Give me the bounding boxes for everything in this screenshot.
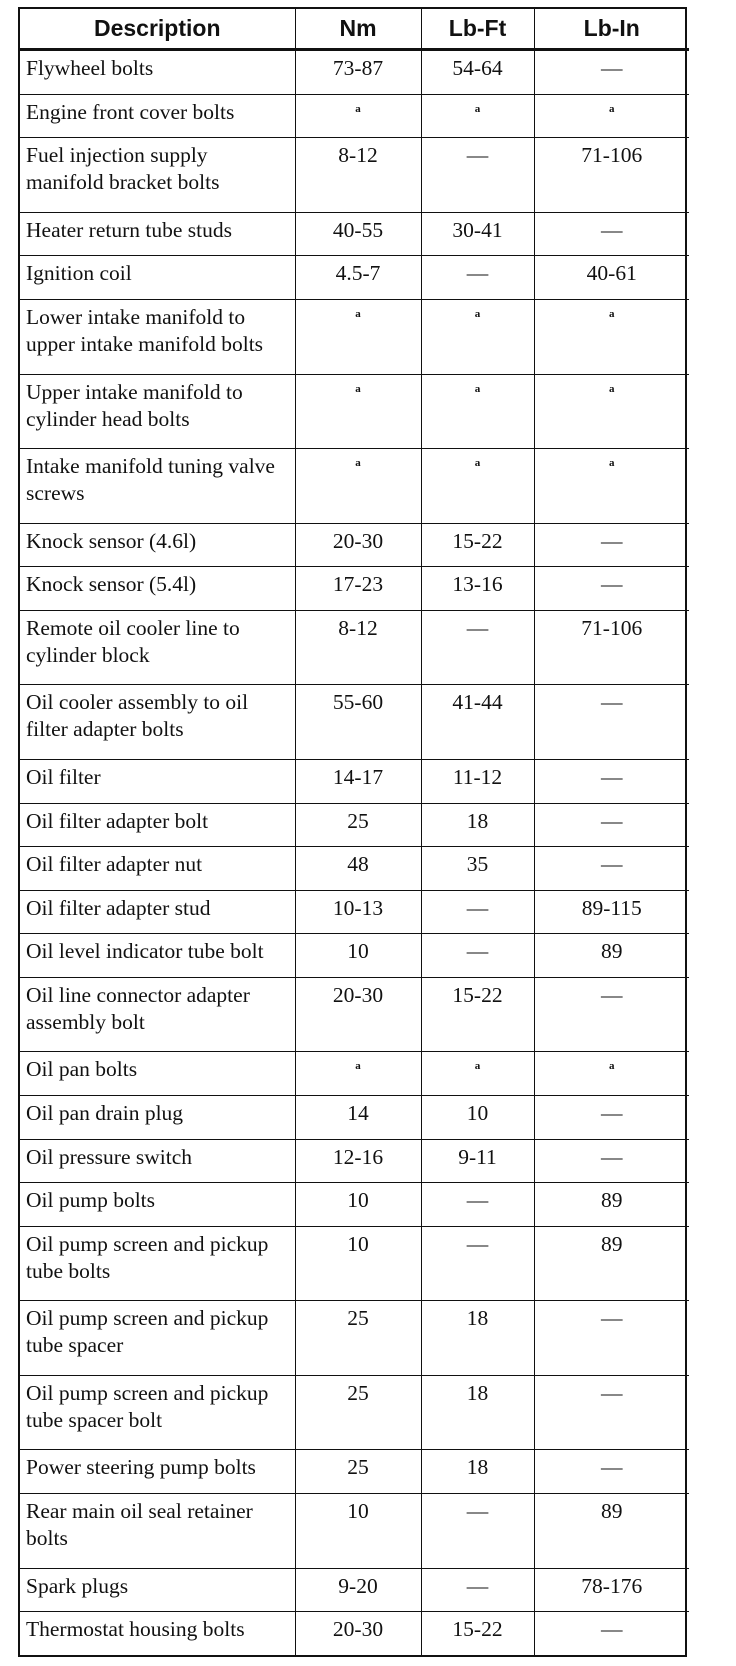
- cell-lb-in: —: [534, 760, 689, 804]
- cell-nm: a: [295, 300, 421, 375]
- cell-lb-ft: a: [421, 1052, 534, 1096]
- table-row: [20, 890, 689, 934]
- table-row: [20, 50, 689, 95]
- table-row: [20, 760, 689, 804]
- cell-lb-in: a: [534, 449, 689, 524]
- cell-description: Oil pump screen and pickup tube spacer bolt: [20, 1375, 295, 1450]
- cell-nm: 4.5-7: [295, 256, 421, 300]
- cell-description: Upper intake manifold to cylinder head bolts: [20, 374, 295, 449]
- cell-lb-in: 89: [534, 1226, 689, 1301]
- cell-lb-in: a: [534, 300, 689, 375]
- cell-description: Oil level indicator tube bolt: [20, 934, 295, 978]
- cell-description: Knock sensor (4.6l): [20, 523, 295, 567]
- cell-lb-ft: —: [421, 1568, 534, 1612]
- cell-lb-ft: 18: [421, 1375, 534, 1450]
- cell-description: Oil pan bolts: [20, 1052, 295, 1096]
- cell-nm: 25: [295, 1450, 421, 1494]
- table-row: [20, 300, 689, 375]
- table-row: [20, 1139, 689, 1183]
- torque-spec-table-frame: [18, 7, 687, 1657]
- cell-lb-ft: 54-64: [421, 50, 534, 95]
- cell-description: Oil pump bolts: [20, 1183, 295, 1227]
- cell-lb-ft: —: [421, 138, 534, 213]
- table-row: [20, 138, 689, 213]
- cell-lb-ft: 10: [421, 1096, 534, 1140]
- table-row: [20, 1568, 689, 1612]
- cell-lb-in: —: [534, 1612, 689, 1655]
- cell-lb-in: —: [534, 523, 689, 567]
- cell-nm: 20-30: [295, 1612, 421, 1655]
- cell-lb-ft: 30-41: [421, 212, 534, 256]
- cell-description: Intake manifold tuning valve screws: [20, 449, 295, 524]
- cell-nm: 25: [295, 1375, 421, 1450]
- cell-nm: 40-55: [295, 212, 421, 256]
- cell-description: Oil filter adapter stud: [20, 890, 295, 934]
- cell-lb-ft: a: [421, 449, 534, 524]
- cell-lb-in: —: [534, 1096, 689, 1140]
- cell-lb-ft: 18: [421, 803, 534, 847]
- cell-lb-ft: 15-22: [421, 1612, 534, 1655]
- header-row: [20, 9, 689, 50]
- cell-lb-in: —: [534, 977, 689, 1052]
- table-row: [20, 1052, 689, 1096]
- table-row: [20, 977, 689, 1052]
- cell-description: Spark plugs: [20, 1568, 295, 1612]
- header-lb-ft: Lb-Ft: [421, 9, 534, 50]
- cell-description: Oil cooler assembly to oil filter adapter bolts: [20, 685, 295, 760]
- cell-lb-ft: 13-16: [421, 567, 534, 611]
- cell-lb-in: a: [534, 374, 689, 449]
- cell-lb-in: —: [534, 1301, 689, 1376]
- cell-description: Oil line connector adapter assembly bolt: [20, 977, 295, 1052]
- table-row: [20, 374, 689, 449]
- cell-lb-ft: 15-22: [421, 523, 534, 567]
- cell-lb-in: 89: [534, 1494, 689, 1569]
- cell-nm: 25: [295, 803, 421, 847]
- cell-lb-ft: —: [421, 610, 534, 685]
- cell-lb-ft: —: [421, 934, 534, 978]
- cell-lb-in: a: [534, 94, 689, 138]
- cell-description: Oil filter adapter nut: [20, 847, 295, 891]
- table-row: [20, 449, 689, 524]
- cell-lb-in: 78-176: [534, 1568, 689, 1612]
- cell-nm: 20-30: [295, 977, 421, 1052]
- cell-nm: 12-16: [295, 1139, 421, 1183]
- header-lb-in: Lb-In: [534, 9, 689, 50]
- cell-description: Knock sensor (5.4l): [20, 567, 295, 611]
- table-row: [20, 1183, 689, 1227]
- table-row: [20, 256, 689, 300]
- cell-description: Heater return tube studs: [20, 212, 295, 256]
- cell-lb-ft: 18: [421, 1450, 534, 1494]
- cell-nm: 10: [295, 1226, 421, 1301]
- cell-lb-in: 89: [534, 1183, 689, 1227]
- table-row: [20, 212, 689, 256]
- table-row: [20, 1301, 689, 1376]
- table-row: [20, 685, 689, 760]
- cell-nm: 8-12: [295, 610, 421, 685]
- table-row: [20, 610, 689, 685]
- cell-nm: 25: [295, 1301, 421, 1376]
- cell-description: Oil filter adapter bolt: [20, 803, 295, 847]
- table-row: [20, 1096, 689, 1140]
- cell-lb-ft: a: [421, 94, 534, 138]
- cell-nm: 55-60: [295, 685, 421, 760]
- cell-description: Ignition coil: [20, 256, 295, 300]
- cell-lb-in: —: [534, 212, 689, 256]
- cell-description: Oil pressure switch: [20, 1139, 295, 1183]
- table-row: [20, 1375, 689, 1450]
- cell-description: Oil filter: [20, 760, 295, 804]
- cell-nm: a: [295, 374, 421, 449]
- cell-nm: a: [295, 449, 421, 524]
- cell-description: Fuel injection supply manifold bracket bolts: [20, 138, 295, 213]
- table-row: [20, 523, 689, 567]
- cell-description: Engine front cover bolts: [20, 94, 295, 138]
- cell-nm: 17-23: [295, 567, 421, 611]
- cell-lb-in: —: [534, 847, 689, 891]
- header-description: Description: [20, 9, 295, 50]
- torque-spec-table: [20, 9, 689, 1655]
- cell-description: Lower intake manifold to upper intake manifold bolts: [20, 300, 295, 375]
- cell-nm: 10: [295, 1494, 421, 1569]
- cell-nm: 14-17: [295, 760, 421, 804]
- cell-lb-in: 71-106: [534, 138, 689, 213]
- cell-lb-in: —: [534, 1375, 689, 1450]
- cell-nm: 10: [295, 1183, 421, 1227]
- cell-lb-ft: —: [421, 1494, 534, 1569]
- table-row: [20, 1612, 689, 1655]
- cell-lb-ft: 35: [421, 847, 534, 891]
- cell-lb-ft: a: [421, 300, 534, 375]
- cell-nm: a: [295, 94, 421, 138]
- cell-description: Remote oil cooler line to cylinder block: [20, 610, 295, 685]
- cell-description: Oil pan drain plug: [20, 1096, 295, 1140]
- table-row: [20, 1226, 689, 1301]
- cell-description: Oil pump screen and pickup tube spacer: [20, 1301, 295, 1376]
- cell-description: Flywheel bolts: [20, 50, 295, 95]
- cell-lb-ft: —: [421, 1183, 534, 1227]
- cell-lb-ft: 11-12: [421, 760, 534, 804]
- cell-nm: 10-13: [295, 890, 421, 934]
- cell-lb-ft: —: [421, 1226, 534, 1301]
- cell-lb-ft: —: [421, 256, 534, 300]
- cell-lb-ft: 18: [421, 1301, 534, 1376]
- cell-nm: 10: [295, 934, 421, 978]
- cell-lb-in: 40-61: [534, 256, 689, 300]
- table-row: [20, 847, 689, 891]
- cell-lb-in: —: [534, 567, 689, 611]
- cell-nm: 8-12: [295, 138, 421, 213]
- cell-lb-in: —: [534, 803, 689, 847]
- cell-lb-in: —: [534, 50, 689, 95]
- cell-description: Thermostat housing bolts: [20, 1612, 295, 1655]
- cell-lb-in: 89-115: [534, 890, 689, 934]
- cell-nm: 73-87: [295, 50, 421, 95]
- cell-lb-in: 89: [534, 934, 689, 978]
- cell-lb-ft: 15-22: [421, 977, 534, 1052]
- cell-nm: 9-20: [295, 1568, 421, 1612]
- cell-description: Power steering pump bolts: [20, 1450, 295, 1494]
- cell-lb-in: 71-106: [534, 610, 689, 685]
- cell-nm: 48: [295, 847, 421, 891]
- table-row: [20, 94, 689, 138]
- cell-nm: 14: [295, 1096, 421, 1140]
- cell-description: Rear main oil seal retainer bolts: [20, 1494, 295, 1569]
- cell-lb-in: a: [534, 1052, 689, 1096]
- cell-lb-ft: —: [421, 890, 534, 934]
- cell-lb-in: —: [534, 1139, 689, 1183]
- table-row: [20, 1450, 689, 1494]
- cell-description: Oil pump screen and pickup tube bolts: [20, 1226, 295, 1301]
- cell-nm: a: [295, 1052, 421, 1096]
- cell-lb-in: —: [534, 1450, 689, 1494]
- table-row: [20, 934, 689, 978]
- cell-lb-ft: 9-11: [421, 1139, 534, 1183]
- table-row: [20, 1494, 689, 1569]
- table-row: [20, 567, 689, 611]
- table-row: [20, 803, 689, 847]
- cell-lb-ft: 41-44: [421, 685, 534, 760]
- cell-lb-in: —: [534, 685, 689, 760]
- header-nm: Nm: [295, 9, 421, 50]
- cell-nm: 20-30: [295, 523, 421, 567]
- table-body: [20, 50, 689, 1656]
- cell-lb-ft: a: [421, 374, 534, 449]
